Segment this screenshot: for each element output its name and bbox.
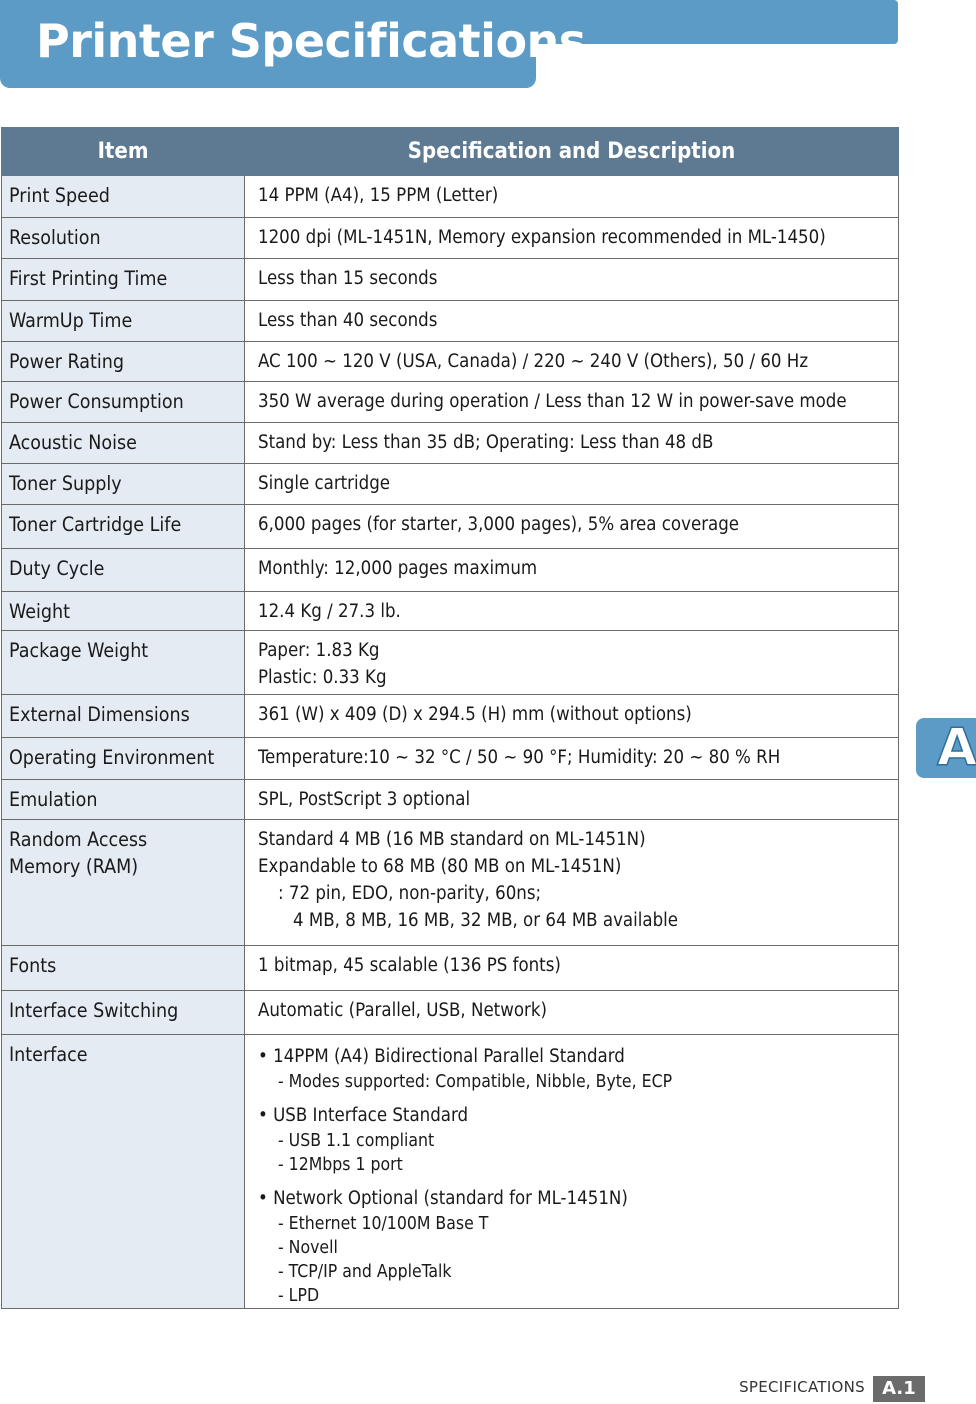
item-cell: Operating Environment xyxy=(2,738,245,780)
desc-line: Plastic: 0.33 Kg xyxy=(258,667,387,688)
item-cell: Toner Cartridge Life xyxy=(2,505,245,549)
desc-cell: AC 100 ~ 120 V (USA, Canada) / 220 ~ 240 V (Others), 50 / 60 Hz xyxy=(245,342,899,382)
bullet-item: • 14PPM (A4) Bidirectional Parallel Standard xyxy=(258,1046,625,1067)
desc-line: : 72 pin, EDO, non-parity, 60ns; xyxy=(278,883,542,904)
page-number-badge: A.1 xyxy=(873,1376,925,1402)
item-cell: Interface xyxy=(2,1035,245,1309)
item-cell: Interface Switching xyxy=(2,991,245,1035)
item-cell: Weight xyxy=(2,592,245,631)
table-row xyxy=(2,259,899,301)
item-cell: Emulation xyxy=(2,780,245,820)
page-title: Printer Specifications xyxy=(36,14,586,68)
sub-item: - LPD xyxy=(278,1286,320,1306)
table-row xyxy=(2,176,899,218)
table-row xyxy=(2,946,899,991)
table-row xyxy=(2,342,899,382)
desc-cell: 350 W average during operation / Less than 12 W in power-save mode xyxy=(245,382,899,423)
desc-cell: 14 PPM (A4), 15 PPM (Letter) xyxy=(245,176,899,218)
table-row xyxy=(2,780,899,820)
desc-line: 4 MB, 8 MB, 16 MB, 32 MB, or 64 MB available xyxy=(293,910,679,931)
footer-section-label: SPECIFICATIONS xyxy=(739,1378,865,1396)
desc-cell: 12.4 Kg / 27.3 lb. xyxy=(245,592,899,631)
item-cell: Toner Supply xyxy=(2,464,245,505)
table-row xyxy=(2,549,899,592)
desc-cell: Less than 40 seconds xyxy=(245,301,899,342)
specifications-table xyxy=(1,127,899,1309)
table-row xyxy=(2,631,899,695)
item-cell: Resolution xyxy=(2,218,245,259)
table-row xyxy=(2,464,899,505)
item-cell: First Printing Time xyxy=(2,259,245,301)
desc-line: Expandable to 68 MB (80 MB on ML-1451N) xyxy=(258,856,622,877)
column-header-description: Specification and Description xyxy=(245,128,899,176)
table-row xyxy=(2,1035,899,1309)
item-cell: Power Consumption xyxy=(2,382,245,423)
sub-item: - USB 1.1 compliant xyxy=(278,1131,435,1151)
bullet-item: • Network Optional (standard for ML-1451N) xyxy=(258,1188,628,1209)
sub-item: - Modes supported: Compatible, Nibble, Byte, ECP xyxy=(278,1072,673,1092)
desc-cell xyxy=(245,1035,899,1309)
desc-cell: Stand by: Less than 35 dB; Operating: Less than 48 dB xyxy=(245,423,899,464)
table-header-row xyxy=(2,128,899,176)
bullet-item: • USB Interface Standard xyxy=(258,1105,469,1126)
desc-cell: Automatic (Parallel, USB, Network) xyxy=(245,991,899,1035)
sub-item: - TCP/IP and AppleTalk xyxy=(278,1262,452,1282)
desc-cell xyxy=(245,820,899,946)
column-header-item: Item xyxy=(2,128,245,176)
item-cell: Print Speed xyxy=(2,176,245,218)
table-row xyxy=(2,505,899,549)
desc-cell: Temperature:10 ~ 32 °C / 50 ~ 90 °F; Humidity: 20 ~ 80 % RH xyxy=(245,738,899,780)
desc-cell: 1200 dpi (ML-1451N, Memory expansion recommended in ML-1450) xyxy=(245,218,899,259)
table-row xyxy=(2,820,899,946)
item-line: Random Access xyxy=(9,828,148,851)
chapter-tab-letter: A xyxy=(937,718,976,778)
item-cell: Duty Cycle xyxy=(2,549,245,592)
item-cell: External Dimensions xyxy=(2,695,245,738)
table-row xyxy=(2,991,899,1035)
item-cell: Acoustic Noise xyxy=(2,423,245,464)
desc-line: Standard 4 MB (16 MB standard on ML-1451N) xyxy=(258,829,646,850)
table-row xyxy=(2,301,899,342)
sub-item: - 12Mbps 1 port xyxy=(278,1155,403,1175)
desc-cell: Less than 15 seconds xyxy=(245,259,899,301)
item-cell xyxy=(2,820,245,946)
table-row xyxy=(2,738,899,780)
item-line: Memory (RAM) xyxy=(9,855,139,878)
table-row xyxy=(2,382,899,423)
desc-cell: 1 bitmap, 45 scalable (136 PS fonts) xyxy=(245,946,899,991)
desc-cell: 6,000 pages (for starter, 3,000 pages), 5% area coverage xyxy=(245,505,899,549)
table-row xyxy=(2,695,899,738)
table-row xyxy=(2,218,899,259)
desc-cell xyxy=(245,631,899,695)
desc-cell: Single cartridge xyxy=(245,464,899,505)
desc-cell: Monthly: 12,000 pages maximum xyxy=(245,549,899,592)
table-row xyxy=(2,423,899,464)
sub-item: - Ethernet 10/100M Base T xyxy=(278,1214,489,1234)
desc-cell: SPL, PostScript 3 optional xyxy=(245,780,899,820)
desc-line: Paper: 1.83 Kg xyxy=(258,640,380,661)
item-cell: WarmUp Time xyxy=(2,301,245,342)
item-cell: Power Rating xyxy=(2,342,245,382)
sub-item: - Novell xyxy=(278,1238,338,1258)
table-row xyxy=(2,592,899,631)
item-cell: Package Weight xyxy=(2,631,245,695)
item-cell: Fonts xyxy=(2,946,245,991)
desc-cell: 361 (W) x 409 (D) x 294.5 (H) mm (without options) xyxy=(245,695,899,738)
